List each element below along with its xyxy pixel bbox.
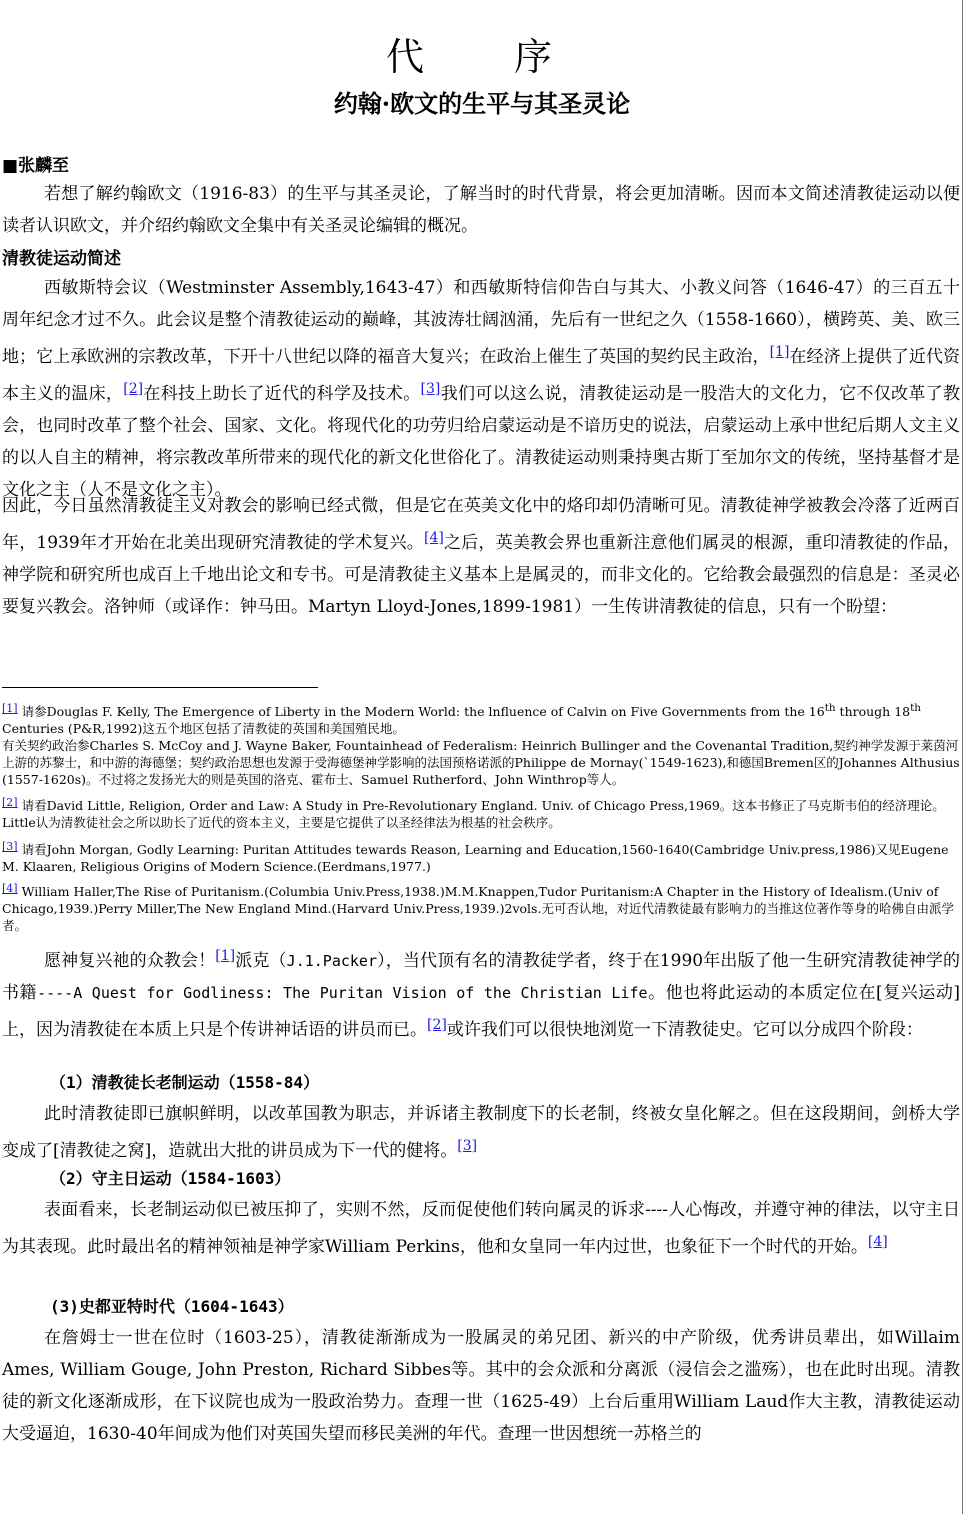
- stage-3-paragraph: 在詹姆士一世在位时（1603-25），清教徒渐渐成为一股属灵的弟兄团、新兴的中产阶级，优秀讲员辈出，如Willaim Ames, William Gouge, John Preston, Richard Sibbes等。其中的会众派和分离派（浸信会之滥殇），也在此时出现。清教徒的新文化逐渐成形，在下议院也成为一股政治势力。查理一世（1625-49）上台后重用William Laud作大主教，清教徒运动大受逼迫，1630-40年间成为他们对英国失望而移民美洲的年代。查理一世因想统一苏格兰的: [2, 1328, 960, 1444]
- packer-paragraph: 愿神复兴祂的众教会！[1]派克（J.1.Packer），当代顶有名的清教徒学者，终于在1990年出版了他一生研究清教徒神学的书籍----A Quest for Godliness: The Puritan Vision of the Christian Life。他也将此运动的本质定位在[复兴运动]上，因为清教徒在本质上只是个传讲神话语的讲员而已。[2]或许我们可以很快地浏览一下清教徒史。它可以分成四个阶段：: [2, 948, 961, 1040]
- page-right-border: [962, 0, 963, 1514]
- footnote-ref-3b[interactable]: [3]: [457, 1138, 478, 1154]
- footnote-anchor-1[interactable]: [1]: [2, 702, 18, 716]
- footnote-ref-1[interactable]: [1]: [769, 344, 790, 360]
- footnote-ref-3[interactable]: [3]: [420, 381, 441, 397]
- footnote-anchor-3[interactable]: [3]: [2, 840, 18, 853]
- page-title: 代 序: [385, 35, 578, 79]
- intro-paragraph: 若想了解约翰欧文（1916-83）的生平与其圣灵论，了解当时的时代背景，将会更加清晰。因而本文简述清教徒运动以便读者认识欧文，并介绍约翰欧文全集中有关圣灵论编辑的概况。: [2, 184, 960, 236]
- page-subtitle: 约翰·欧文的生平与其圣灵论: [333, 89, 631, 118]
- stage-1-heading: （1）清教徒长老制运动（1558-84）: [50, 1073, 320, 1092]
- section-heading: 清教徒运动简述: [2, 249, 121, 269]
- footnote-3: [3] 请看John Morgan, Godly Learning: Puritan Attitudes tewards Reason, Learning and Education,1560-1640(Cambridge Univ.press,1986)又见Eugene M. Klaaren, Religious Origins of Modern Science.(Eerdmans,1977.): [2, 840, 949, 874]
- stage-1-paragraph: 此时清教徒即已旗帜鲜明，以改革国教为职志，并诉诸主教制度下的长老制，终被女皇化解之。但在这段期间，剑桥大学变成了[清教徒之窝]，造就出大批的讲员成为下一代的健将。[3]: [2, 1104, 960, 1161]
- footnote-1: [1] 请参Douglas F. Kelly, The Emergence of Liberty in the Modern World: the lnfluence of Calvin on Five Governments from the 16th through 18th Centuries (P&R,1992)这五个地区包括了清教徒的英国和美国殖民地。 有关契约政治参Charles S. McCoy and J. Wayne Baker, Fountainhead of Federalism: Heinrich Bullinger and the Covenantal Tradition,契约神学发源于莱茵河上游的苏黎士，和中游的海德堡；契约政治思想也发源于受海德堡神学影响的法国预格诺派的Philippe de Mornay(`1549-1623),和德国Bremen区的Johannes Althusius (1557-1620s)。不过将之发扬光大的则是英国的洛克、霍布士、Samuel Rutherford、John Winthrop等人。: [2, 702, 960, 788]
- footnote-ref-4b[interactable]: [4]: [867, 1234, 888, 1250]
- history-paragraph: 西敏斯特会议（Westminster Assembly,1643-47）和西敏斯特信仰告白与其大、小教义问答（1646-47）的三百五十周年纪念才过不久。此会议是整个清教徒运动的巅峰，其波涛壮阔汹涌，先后有一世纪之久（1558-1660），横跨英、美、欧三地；它上承欧洲的宗教改革，下开十八世纪以降的福音大复兴；在政治上催生了英国的契约民主政治，[1]在经济上提供了近代资本主义的温床，[2]在科技上助长了近代的科学及技术。[3]我们可以这么说，清教徒运动是一股浩大的文化力，它不仅改革了教会，也同时改革了整个社会、国家、文化。将现代化的功劳归给启蒙运动是不谙历史的说法，启蒙运动上承中世纪后期人文主义的以人自主的精神，将宗教改革所带来的现代化的新文化世俗化了。清教徒运动则秉持奥古斯丁至加尔文的传统，坚持基督才是文化之主（人不是文化之主）。: [2, 278, 961, 500]
- footnote-anchor-2[interactable]: [2]: [2, 796, 18, 809]
- footnote-ref-1b[interactable]: [1]: [215, 948, 236, 964]
- footnote-ref-2[interactable]: [2]: [123, 381, 144, 397]
- stage-2-heading: （2）守主日运动（1584-1603）: [50, 1169, 291, 1188]
- stage-3-heading: (3)史都亚特时代（1604-1643）: [50, 1297, 294, 1316]
- author-line: ■张麟至: [2, 156, 70, 176]
- footnote-2: [2] 请看David Little, Religion, Order and Law: A Study in Pre-Revolutionary England. Univ. of Chicago Press,1969。这本书修正了马克斯韦伯的经济理论。Little认为清教徒社会之所以助长了近代的资本主义，主要是它提供了以圣经律法为根基的社会秩序。: [2, 796, 945, 830]
- footnote-4: [4] William Haller,The Rise of Puritanism.(Columbia Univ.Press,1938.)M.M.Knappen,Tudor Puritanism:A Chapter in the History of Idealism.(Univ of Chicago,1939.)Perry Miller,The New England Mind.(Harvard Univ.Press,1939.)2vols.无可否认地，对近代清教徒最有影响力的当推这位著作等身的哈佛自由派学者。: [2, 882, 954, 933]
- stage-2-paragraph: 表面看来，长老制运动似已被压抑了，实则不然，反而促使他们转向属灵的诉求----人心悔改，并遵守神的律法，以守主日为其表现。此时最出名的精神领袖是神学家William Perkins，他和女皇同一年内过世，也象征下一个时代的开始。[4]: [2, 1200, 960, 1257]
- footnote-ref-2b[interactable]: [2]: [427, 1017, 447, 1033]
- revival-paragraph: 因此，今日虽然清教徒主义对教会的影响已经式微，但是它在英美文化中的烙印却仍清晰可见。清教徒神学被教会冷落了近两百年，1939年才开始在北美出现研究清教徒的学术复兴。[4]之后，英美教会界也重新注意他们属灵的根源，重印清教徒的作品，神学院和研究所也成百上千地出论文和专书。可是清教徒主义基本上是属灵的，而非文化的。它给教会最强烈的信息是：圣灵必要复兴教会。洛钟师（或译作：钟马田。Martyn Lloyd-Jones,1899-1981）一生传讲清教徒的信息，只有一个盼望：: [2, 496, 961, 617]
- footnote-anchor-4[interactable]: [4]: [2, 882, 18, 895]
- footnote-separator: [2, 687, 318, 688]
- footnote-ref-4[interactable]: [4]: [424, 530, 444, 546]
